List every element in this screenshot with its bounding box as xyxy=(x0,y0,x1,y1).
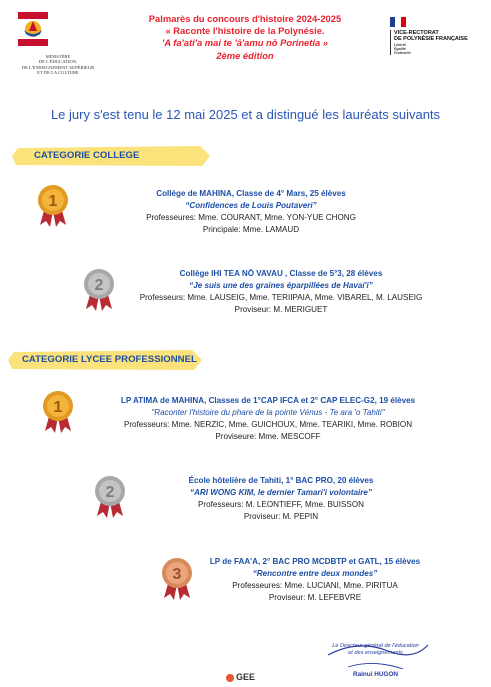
polynesia-emblem-icon xyxy=(18,12,48,46)
head-line: Proviseur: M. MERIGUET xyxy=(234,305,328,314)
ministry-caption-line: DE L'ÉDUCATION, xyxy=(38,59,78,65)
signature-text-line: Le Directeur général de l'éducation xyxy=(332,643,419,649)
work-title: “Rencontre entre deux mondes” xyxy=(252,569,378,578)
category-banner-lycee xyxy=(8,348,204,372)
category-label: CATEGORIE COLLEGE xyxy=(34,150,140,161)
intro-text: Le jury s'est tenu le 12 mai 2025 et a distingué les lauréats suivants xyxy=(50,107,441,122)
category-banner-college xyxy=(12,144,212,168)
motto-line: Égalité xyxy=(394,47,406,52)
vice-rectorat-line: DE POLYNÉSIE FRANÇAISE xyxy=(394,36,468,43)
teachers-line: Professeures: Mme. COURANT, Mme. YON-YUE CHONG xyxy=(146,213,356,222)
gee-logo-mark-icon xyxy=(226,674,234,682)
teachers-line: Professeurs: Mme. NERZIC, Mme. GUICHOUX, Mme. TEARIKI, Mme. ROBION xyxy=(123,420,413,429)
medal-rank: 1 xyxy=(53,399,63,416)
ministry-caption-line: MINISTÈRE xyxy=(45,54,71,59)
category-label: CATEGORIE LYCEE PROFESSIONNEL xyxy=(22,354,197,365)
gee-logo-text: GEE xyxy=(236,672,256,682)
gold-medal-icon xyxy=(36,183,70,229)
school-name: Collège de MAHINA, Classe de 4° Mars, 25 élèves xyxy=(156,189,346,198)
laureate-entry xyxy=(160,556,450,604)
school-name: LP de FAA'A, 2° BAC PRO MCDBTP et GATL, 15 élèves xyxy=(209,557,421,566)
teachers-line: Professeures: Mme. LUCIANI, Mme. PIRITUA xyxy=(232,581,398,590)
ministry-caption-line: ET DE LA CULTURE xyxy=(37,69,79,75)
work-title: “ARI WONG KIM, le dernier Tamari'i volontaire” xyxy=(190,488,372,497)
gee-logo xyxy=(226,672,276,684)
edition-label: 2ème édition xyxy=(216,49,274,61)
laureate-entry xyxy=(68,395,468,443)
vice-rectorat-logo xyxy=(390,17,485,55)
laureate-entry xyxy=(96,268,466,316)
document-title xyxy=(100,13,390,62)
teachers-line: Professeurs: Mme. LAUSEIG, Mme. TERIIPAIA, Mme. VIBAREL, M. LAUSEIG xyxy=(139,293,423,302)
teachers-line: Professeurs: M. LEONTIEFF, Mme. BUISSON xyxy=(198,500,364,509)
medal-rank: 2 xyxy=(94,277,104,294)
title-line-2: « Raconte l'histoire de la Polynésie. xyxy=(165,25,325,37)
signature-text-line: et des enseignements xyxy=(348,649,403,656)
laureate-entry xyxy=(66,188,436,236)
head-line: Proviseure: Mme. MESCOFF xyxy=(215,432,321,441)
laureate-entry xyxy=(96,475,466,523)
motto-line: Fraternité xyxy=(394,51,411,56)
title-line-1: Palmarès du concours d'histoire 2024-2025 xyxy=(148,13,342,24)
school-name: École hôtelière de Tahiti, 1° BAC PRO, 20 élèves xyxy=(188,476,374,485)
work-title: “Je suis une des graines éparpillées de Havai'i” xyxy=(189,281,373,290)
medal-rank: 1 xyxy=(48,193,58,210)
school-name: LP ATIMA de MAHINA, Classes de 1°CAP IFCA et 2° CAP ELEC-G2, 19 élèves xyxy=(120,396,416,405)
title-line-3: 'A fa'ati'a mai te 'ā'amu nō Porinetia » xyxy=(161,37,329,49)
ministry-caption-line: DE L'ENSEIGNEMENT SUPÉRIEUR xyxy=(21,64,95,70)
head-line: Proviseur: M. LEFEBVRE xyxy=(268,593,362,602)
ministry-logo xyxy=(18,12,98,75)
motto-line: Liberté xyxy=(394,43,406,48)
work-title: “Confidences de Louis Poutaveri” xyxy=(185,201,317,210)
medal-rank: 2 xyxy=(105,484,115,501)
school-name: Collège IHI TEA NŌ VAVAU , Classe de 5°3, 28 élèves xyxy=(179,269,383,278)
signatory-name: Ralnui HUGON xyxy=(352,671,399,678)
work-title: "Raconter l'histoire du phare de la pointe Vénus - Te ara 'o Tahiti" xyxy=(151,408,385,417)
director-signature xyxy=(318,637,433,683)
vice-rectorat-line: VICE-RECTORAT xyxy=(394,30,439,36)
french-flag-icon xyxy=(390,17,406,27)
medal-rank: 3 xyxy=(172,566,182,583)
head-line: Proviseur: M. PEPIN xyxy=(243,512,319,521)
head-line: Principale: Mme. LAMAUD xyxy=(202,225,300,234)
